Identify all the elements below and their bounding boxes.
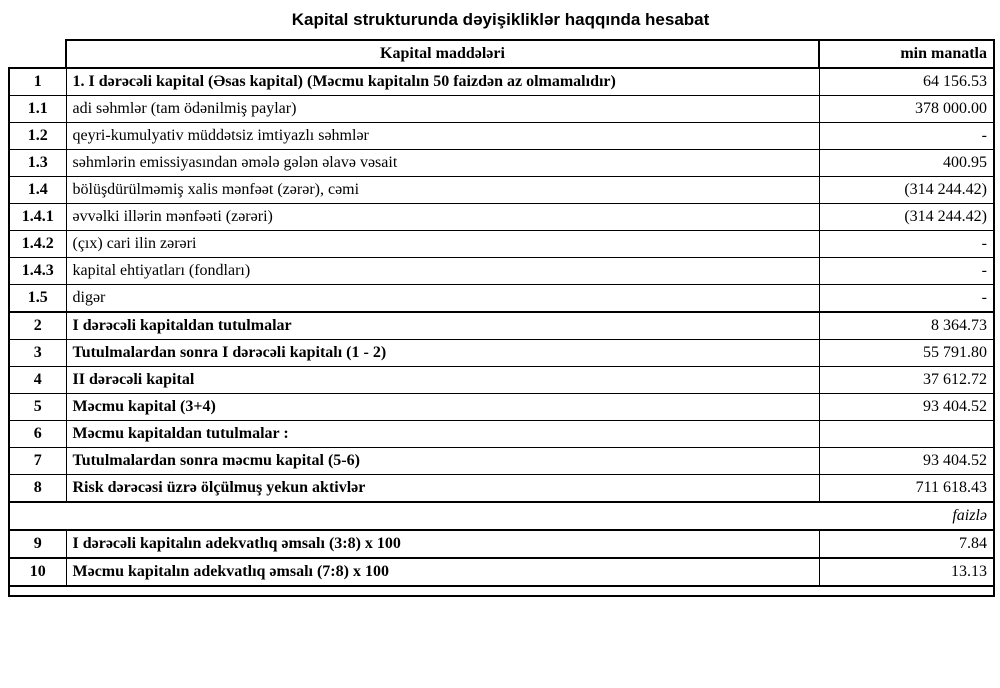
row-label: səhmlərin emissiyasından əmələ gələn əlavə vəsait <box>66 150 819 177</box>
row-number: 1.2 <box>9 123 66 150</box>
table-row <box>9 558 994 586</box>
row-number: 4 <box>9 367 66 394</box>
row-number: 7 <box>9 448 66 475</box>
row-label: Məcmu kapitaldan tutulmalar : <box>66 421 819 448</box>
row-value: 378 000.00 <box>819 96 994 123</box>
row-number: 10 <box>9 558 66 586</box>
row-value: 7.84 <box>819 530 994 558</box>
table-row <box>9 530 994 558</box>
row-value: 8 364.73 <box>819 312 994 340</box>
row-value <box>819 421 994 448</box>
row-label: əvvəlki illərin mənfəəti (zərəri) <box>66 204 819 231</box>
empty-row <box>9 586 994 596</box>
row-number: 5 <box>9 394 66 421</box>
row-number: 3 <box>9 340 66 367</box>
table-row <box>9 448 994 475</box>
header-corner-cell <box>9 40 66 68</box>
row-number: 1.3 <box>9 150 66 177</box>
table-row <box>9 258 994 285</box>
table-row <box>9 96 994 123</box>
row-value: 400.95 <box>819 150 994 177</box>
table-header-row <box>9 40 994 68</box>
capital-structure-table <box>8 39 995 597</box>
row-label: 1. I dərəcəli kapital (Əsas kapital) (Məcmu kapitalın 50 faizdən az olmamalıdır) <box>66 68 819 96</box>
report-title: Kapital strukturunda dəyişikliklər haqqında hesabat <box>291 10 710 29</box>
row-value: 93 404.52 <box>819 394 994 421</box>
table-row <box>9 421 994 448</box>
row-number: 1.4.1 <box>9 204 66 231</box>
row-label: I dərəcəli kapitaldan tutulmalar <box>66 312 819 340</box>
row-value: - <box>819 123 994 150</box>
row-value: (314 244.42) <box>819 177 994 204</box>
row-label: adi səhmlər (tam ödənilmiş paylar) <box>66 96 819 123</box>
table-row <box>9 475 994 503</box>
row-label: digər <box>66 285 819 313</box>
row-label: II dərəcəli kapital <box>66 367 819 394</box>
row-value: 711 618.43 <box>819 475 994 503</box>
row-number: 1 <box>9 68 66 96</box>
empty-cell <box>9 586 994 596</box>
row-label: Məcmu kapital (3+4) <box>66 394 819 421</box>
row-number: 9 <box>9 530 66 558</box>
table-row <box>9 204 994 231</box>
table-row <box>9 312 994 340</box>
row-value: 13.13 <box>819 558 994 586</box>
table-row <box>9 340 994 367</box>
row-number: 1.4.2 <box>9 231 66 258</box>
row-label: Məcmu kapitalın adekvatlıq əmsalı (7:8) x 100 <box>66 558 819 586</box>
unit-row <box>9 502 994 530</box>
table-row <box>9 231 994 258</box>
table-row <box>9 150 994 177</box>
row-value: - <box>819 231 994 258</box>
table-row <box>9 68 994 96</box>
row-value: 37 612.72 <box>819 367 994 394</box>
row-label: (çıx) cari ilin zərəri <box>66 231 819 258</box>
row-label: I dərəcəli kapitalın adekvatlıq əmsalı (3:8) x 100 <box>66 530 819 558</box>
row-label: bölüşdürülməmiş xalis mənfəət (zərər), cəmi <box>66 177 819 204</box>
row-label: kapital ehtiyatları (fondları) <box>66 258 819 285</box>
row-number: 8 <box>9 475 66 503</box>
row-number: 1.4.3 <box>9 258 66 285</box>
row-label: Tutulmalardan sonra I dərəcəli kapitalı (1 - 2) <box>66 340 819 367</box>
unit-note-cell: faizlə <box>9 502 994 530</box>
table-row <box>9 177 994 204</box>
row-number: 6 <box>9 421 66 448</box>
row-value: 55 791.80 <box>819 340 994 367</box>
row-number: 1.5 <box>9 285 66 313</box>
table-row <box>9 285 994 313</box>
row-label: Tutulmalardan sonra məcmu kapital (5-6) <box>66 448 819 475</box>
table-row <box>9 394 994 421</box>
row-value: - <box>819 258 994 285</box>
row-number: 1.1 <box>9 96 66 123</box>
row-label: Risk dərəcəsi üzrə ölçülmuş yekun aktivlər <box>66 475 819 503</box>
row-value: - <box>819 285 994 313</box>
row-number: 2 <box>9 312 66 340</box>
row-value: (314 244.42) <box>819 204 994 231</box>
row-label: qeyri-kumulyativ müddətsiz imtiyazlı səhmlər <box>66 123 819 150</box>
header-unit-label: min manatla <box>819 40 994 68</box>
row-value: 64 156.53 <box>819 68 994 96</box>
row-number: 1.4 <box>9 177 66 204</box>
table-row <box>9 367 994 394</box>
header-items-label: Kapital maddələri <box>66 40 819 68</box>
table-row <box>9 123 994 150</box>
row-value: 93 404.52 <box>819 448 994 475</box>
table-body <box>9 68 994 596</box>
